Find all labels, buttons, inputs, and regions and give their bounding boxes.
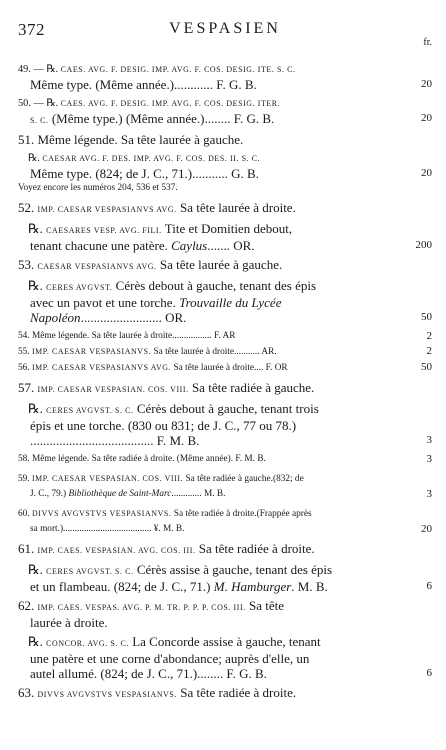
entry-text: 56. — [18, 363, 32, 373]
coin-legend-text: CERES AVGVST. — [46, 283, 113, 292]
catalog-line — [18, 200, 432, 217]
entry-text: Sa tête radiée à gauche.(832; de — [183, 474, 304, 484]
coin-legend-text: IMP. CAES. VESPASIAN. AVG. COS. III. — [37, 546, 196, 555]
catalog-line — [18, 685, 432, 702]
catalog-line — [18, 278, 432, 295]
entry-text: Sa tête laurée à droite........... AR. — [151, 347, 277, 357]
price-value: 20 — [421, 112, 432, 124]
entry-text: épis et une torche. (830 ou 831; de J. C., 77 ou 78.) — [30, 418, 297, 433]
entry-text: J. C., 79.) — [30, 489, 69, 499]
coin-legend-text: IMP. CAESAR VESPASIANVS. — [31, 347, 152, 356]
catalog-line — [18, 295, 432, 310]
entry-text: Napoléon — [30, 310, 81, 325]
catalog-line — [18, 541, 432, 558]
entry-text: sa mort.)...................................... ¥. M. B. — [30, 524, 185, 534]
catalog-line — [18, 329, 432, 344]
entry-text: 50. — ℞. — [18, 98, 59, 109]
entry-text: Sa tête radiée à droite. — [195, 541, 315, 556]
catalog-line — [18, 401, 432, 418]
price-value: 50 — [421, 311, 432, 323]
entry-text: ...................................... F. M. B. — [30, 433, 200, 448]
entry-text: 60. — [18, 509, 32, 519]
entry-text: (Même type.) (Même année.)........ F. G. B. — [48, 111, 275, 126]
price-value: 20 — [421, 78, 432, 90]
entry-text: ℞. — [28, 221, 47, 236]
entry-text: Sa tête — [245, 598, 285, 613]
coin-legend-text: IMP. CAESAR VESPASIANVS AVG. — [37, 205, 177, 214]
entry-text: ℞. — [28, 401, 47, 416]
coin-legend-text: CAESAR VESPASIANVS AVG. — [37, 262, 157, 271]
price-value: 200 — [415, 239, 432, 251]
entry-text: Sa tête radiée à droite. — [177, 685, 297, 700]
entry-text: . M. B. — [291, 579, 328, 594]
entry-text: 54. Même légende. Sa tête laurée à droite................. F. AR — [18, 331, 236, 341]
entry-text: une patère et une corne d'abondance; auprès d'elle, un — [30, 651, 310, 666]
entry-text: ....... OR. — [207, 238, 255, 253]
entry-text: ℞. — [28, 562, 47, 577]
entry-text: Cérès debout à gauche, tenant des épis — [112, 278, 317, 293]
entry-text: ℞. — [28, 634, 47, 649]
coin-legend-text: IMP. CAES. VESPAS. AVG. P. M. TR. P. P. P. COS. III. — [37, 603, 246, 612]
entry-text: M. Hamburger — [213, 579, 292, 594]
entry-text: ℞. — [28, 278, 47, 293]
catalog-line — [18, 181, 432, 196]
price-value: 3 — [426, 488, 432, 500]
price-value: 3 — [426, 453, 432, 465]
entry-text: 51. Même légende. Sa tête laurée à gauche. — [18, 132, 244, 147]
catalog-line — [18, 598, 432, 615]
catalog-line — [18, 111, 432, 128]
entry-text: Caylus — [171, 238, 208, 253]
coin-legend-text: IMP. CAESAR VESPASIANVS AVG. — [31, 363, 172, 372]
entry-text: Sa tête laurée à droite. — [176, 200, 296, 215]
page-number: 372 — [18, 20, 45, 39]
catalog-line — [18, 151, 432, 166]
catalog-line — [18, 522, 432, 537]
price-value: 6 — [426, 580, 432, 592]
entry-text: 61. — [18, 541, 38, 556]
coin-legend-text: CAES. AVG. F. DESIG. IMP. AVG. F. COS. DESIG. ITE. S. C. — [58, 65, 296, 74]
catalog-line — [18, 221, 432, 238]
catalog-line — [18, 238, 432, 253]
entry-text: 57. — [18, 380, 38, 395]
entry-text: 62. — [18, 598, 38, 613]
price-value: 20 — [421, 167, 432, 179]
coin-legend-text: S. C. — [30, 116, 49, 125]
entry-text: 49. — ℞. — [18, 64, 59, 75]
coin-legend-text: IMP. CAESAR VESPASIAN. COS. VIII. — [37, 385, 189, 394]
price-value: 20 — [421, 523, 432, 535]
catalog-line — [18, 62, 432, 77]
entry-text: autel allumé. (824; de J. C., 71.)........ F. G. B. — [30, 666, 267, 681]
catalog-line — [18, 132, 432, 147]
currency-column-label: fr. — [423, 37, 432, 48]
catalog-line — [18, 562, 432, 579]
entry-text: tenant chacune une patère. — [30, 238, 172, 253]
catalog-line — [18, 418, 432, 433]
entry-text: et un flambeau. (824; de J. C., 71.) — [30, 579, 214, 594]
entry-text: Trouvaille du Lycée — [179, 295, 282, 310]
entry-text: Même type. (Même année.)............ — [30, 77, 217, 92]
catalog-line — [18, 344, 432, 360]
catalog-line — [18, 452, 432, 467]
catalog-line — [18, 615, 432, 630]
entry-text: Sa tête radiée à droite.(Frappée après — [171, 509, 312, 519]
entry-text: ......................... OR. — [80, 310, 187, 325]
catalog-line — [18, 471, 432, 487]
entry-text: 58. Même légende. Sa tête radiée à droite. (Même année). F. M. B. — [18, 454, 266, 464]
entry-text: Sa tête laurée à droite.... F. OR — [171, 363, 288, 373]
price-value: 50 — [421, 361, 432, 373]
entry-text: 63. — [18, 685, 38, 700]
coin-legend-text: CAESARES VESP. AVG. FILI. — [46, 226, 162, 235]
catalog-line — [18, 487, 432, 502]
coin-legend-text: CERES AVGVST. S. C. — [46, 567, 134, 576]
entry-text: Sa tête laurée à gauche. — [156, 257, 283, 272]
entry-text: 53. — [18, 257, 38, 272]
coin-legend-text: IMP. CAESAR VESPASIAN. COS. VIII. — [31, 474, 184, 483]
entry-text: avec un pavot et une torche. — [30, 295, 180, 310]
page-title: VESPASIEN — [169, 20, 281, 37]
entry-text: Sa tête radiée à gauche. — [188, 380, 315, 395]
catalog-line — [18, 96, 432, 111]
catalog-line — [18, 77, 432, 92]
coin-legend-text: DIVVS AVGVSTVS VESPASIANVS. — [37, 690, 177, 699]
coin-legend-text: CONCOR. AVG. S. C. — [46, 639, 129, 648]
entry-text: 52. — [18, 200, 38, 215]
catalog-line — [18, 506, 432, 522]
catalog-line — [18, 310, 432, 325]
price-value: 2 — [426, 345, 432, 357]
entry-text: laurée à droite. — [30, 615, 108, 630]
catalog-line — [18, 380, 432, 397]
catalog-line — [18, 634, 432, 651]
entry-text: La Concorde assise à gauche, tenant — [128, 634, 321, 649]
catalog-line — [18, 360, 432, 376]
entry-text: Même type. (824; de J. C., 71.)........... G. B. — [30, 166, 259, 181]
price-value: 6 — [426, 667, 432, 679]
coin-legend-text: CERES AVGVST. S. C. — [46, 406, 134, 415]
entry-text: ℞. — [28, 153, 40, 164]
entry-text: Cérès assise à gauche, tenant des épis — [133, 562, 333, 577]
entry-text: F. G. B. — [216, 77, 257, 92]
catalog-line — [18, 166, 432, 181]
catalog-line — [18, 651, 432, 666]
page-header — [18, 20, 432, 48]
entry-text: ............. M. B. — [171, 489, 226, 499]
price-value: 3 — [426, 434, 432, 446]
entry-text: 59. — [18, 474, 32, 484]
catalog-line — [18, 257, 432, 274]
coin-legend-text: CAESAR AVG. F. DES. IMP. AVG. F. COS. DES. II. S. C. — [39, 154, 261, 163]
coin-legend-text: DIVVS AVGVSTVS VESPASIANVS. — [31, 509, 172, 518]
entry-text: Tite et Domitien debout, — [161, 221, 293, 236]
catalog-entries — [18, 58, 432, 702]
entry-text: Cérès debout à gauche, tenant trois — [133, 401, 319, 416]
price-value: 2 — [426, 330, 432, 342]
entry-text: 55. — [18, 347, 32, 357]
entry-text: Bibliothèque de Saint-Marc — [68, 489, 172, 499]
catalog-line — [18, 579, 432, 594]
entry-text: Voyez encore les numéros 204, 536 et 537. — [18, 183, 178, 193]
coin-legend-text: CAES. AVG. F. DESIG. IMP. AVG. F. COS. DESIG. ITER. — [58, 99, 281, 108]
catalog-line — [18, 666, 432, 681]
catalog-line — [18, 433, 432, 448]
